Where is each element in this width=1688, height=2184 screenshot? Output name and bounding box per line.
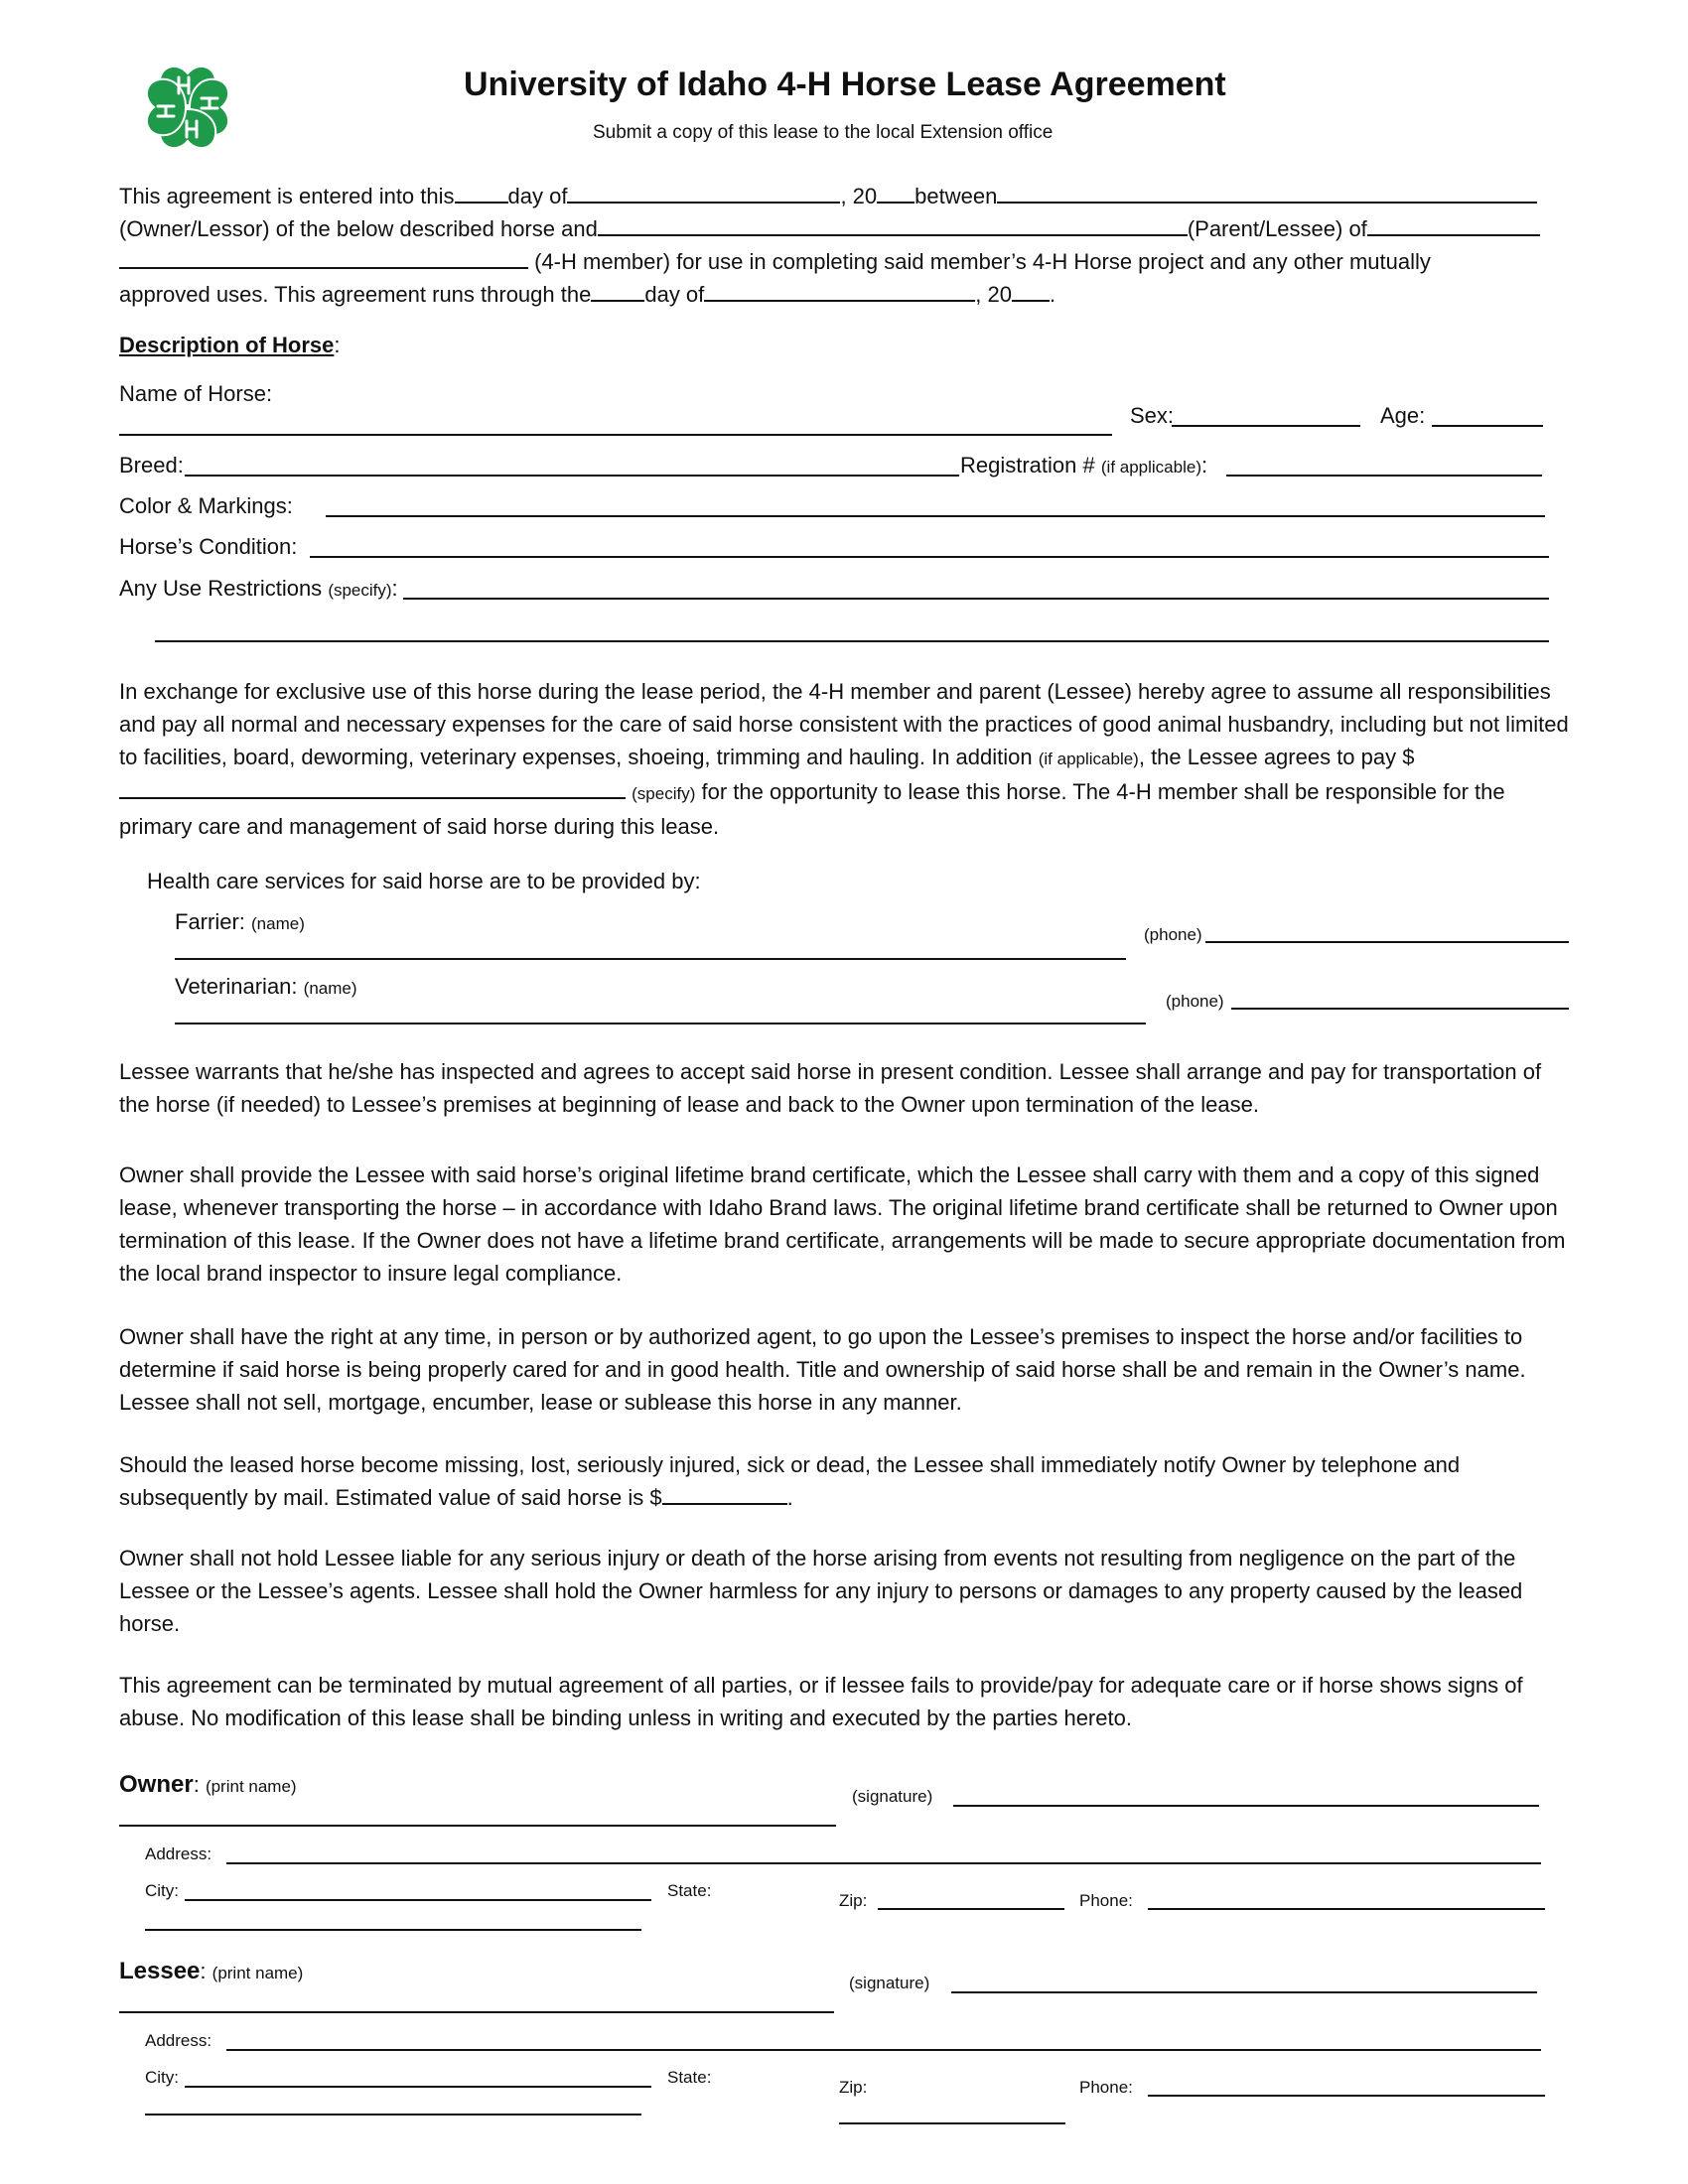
owner-signature-field[interactable] — [953, 1805, 1539, 1807]
owner-print-name-field[interactable] — [119, 1825, 836, 1827]
restrictions-field-line-2[interactable] — [155, 640, 1549, 642]
end-year-field[interactable] — [1012, 280, 1050, 302]
intro-line-2 — [119, 214, 1540, 240]
owner-rights-paragraph: Owner shall have the right at any time, in person or by authorized agent, to go upon the Lessee’s premises to inspect the horse and/or facilities to determine if said horse is being properly cared for and in good health. Title and ownership of said horse shall be and remain in the Owner’s name. Lessee shall not sell, mortgage, encumber, lease or sublease this horse in any manner. — [119, 1324, 1526, 1415]
estimated-value-field[interactable] — [662, 1483, 787, 1505]
owner-signature-label: (signature) — [852, 1787, 933, 1806]
registration-label — [960, 455, 1207, 477]
lessee-print-name-field[interactable] — [119, 2011, 834, 2013]
farrier-name-field[interactable] — [175, 958, 1126, 960]
colon: : — [200, 1959, 207, 1983]
lessee-address-field[interactable] — [226, 2049, 1541, 2051]
breed-label: Breed: — [119, 453, 184, 478]
lessee-state-label: State: — [667, 2068, 712, 2087]
horse-name-label: Name of Horse: — [119, 381, 273, 406]
veterinarian-name-field[interactable] — [175, 1023, 1146, 1024]
year-field[interactable] — [877, 182, 914, 204]
health-intro: Health care services for said horse are to be provided by: — [147, 869, 701, 893]
member-name-field-cont[interactable] — [119, 247, 528, 269]
exchange-text: , the Lessee agrees to pay $ — [1138, 745, 1415, 769]
lessee-phone-field[interactable] — [1148, 2095, 1545, 2097]
restrictions-field[interactable] — [403, 598, 1549, 600]
condition-label: Horse’s Condition: — [119, 534, 298, 559]
age-label: Age: — [1380, 403, 1426, 428]
lessee-city-field-line-2[interactable] — [145, 2114, 641, 2116]
exchange-text: for the opportunity to lease this horse. The 4-H member shall be responsible for the primary care and management of said horse during this lease. — [119, 779, 1505, 839]
restrictions-label — [119, 578, 398, 600]
lessee-zip-field[interactable] — [839, 2122, 1065, 2124]
color-markings-field[interactable] — [326, 515, 1545, 517]
colon: : — [391, 576, 398, 601]
condition-field[interactable] — [310, 556, 1549, 558]
month-field[interactable] — [567, 182, 840, 204]
owner-name-field[interactable] — [997, 182, 1537, 204]
brand-certificate-paragraph: Owner shall provide the Lessee with said horse’s original lifetime brand certificate, which the Lessee shall carry with them and a copy of this signed lease, whenever transporting the horse – in accordance with Idaho Brand laws. The original lifetime brand certificate shall be returned to Owner upon termination of this lease. If the Owner does not have a lifetime brand certificate, arrangements will be made to secure appropriate documentation from the local brand inspector to insure legal compliance. — [119, 1162, 1566, 1286]
lessee-phone-label: Phone: — [1079, 2078, 1133, 2097]
intro-text: . — [1049, 282, 1056, 307]
intro-line-3 — [119, 247, 1431, 273]
intro-text: , 20 — [840, 184, 878, 208]
owner-zip-field[interactable] — [878, 1908, 1064, 1910]
owner-label — [119, 1773, 297, 1797]
exchange-note: (specify) — [632, 784, 696, 803]
lessee-city-field[interactable] — [185, 2086, 651, 2088]
page-subtitle: Submit a copy of this lease to the local Extension office — [593, 122, 1054, 143]
farrier-text: Farrier: — [175, 909, 245, 934]
owner-phone-label: Phone: — [1079, 1891, 1133, 1910]
lessee-signature-label: (signature) — [849, 1974, 930, 1992]
age-field[interactable] — [1432, 425, 1543, 427]
farrier-phone-label: (phone) — [1144, 925, 1202, 944]
intro-line-1 — [119, 182, 1537, 207]
owner-address-field[interactable] — [226, 1862, 1541, 1864]
colon: : — [193, 1772, 200, 1797]
member-name-field[interactable] — [1367, 214, 1540, 236]
print-name-note: (print name) — [205, 1777, 297, 1796]
owner-address-label: Address: — [145, 1844, 212, 1863]
veterinarian-phone-label: (phone) — [1166, 992, 1224, 1011]
period: . — [786, 1485, 793, 1510]
color-markings-label: Color & Markings: — [119, 493, 293, 518]
registration-field[interactable] — [1226, 475, 1542, 477]
lessee-signature-field[interactable] — [951, 1991, 1537, 1993]
colon: : — [1200, 453, 1208, 478]
intro-text: between — [914, 184, 998, 208]
4-h-clover-logo — [132, 52, 243, 163]
description-heading-text: Description of Horse — [119, 333, 335, 357]
sex-field[interactable] — [1172, 425, 1360, 427]
inspection-paragraph: Lessee warrants that he/she has inspected and agrees to accept said horse in present condition. Lessee shall arrange and pay for transportation of the horse (if needed) to Lessee’s premises at beginning of lease and back to the Owner upon termination of the lease. — [119, 1059, 1542, 1117]
farrier-label — [175, 911, 305, 933]
lessee-label-text: Lessee — [119, 1958, 201, 1984]
colon: : — [334, 333, 341, 357]
description-heading — [119, 335, 341, 356]
parent-name-field[interactable] — [598, 214, 1188, 236]
exchange-text: In exchange for exclusive use of this horse during the lease period, the 4-H member and parent (Lessee) hereby agree to assume all responsibilities and pay all normal and necessary expenses for the care of said horse consistent with the practices of good animal husbandry, including but not limited to facilities, board, deworming, veterinary expenses, shoeing, trimming and hauling. In addition — [119, 679, 1569, 769]
intro-text: , 20 — [975, 282, 1012, 307]
exchange-note: (if applicable) — [1038, 750, 1139, 768]
registration-note: (if applicable) — [1100, 458, 1201, 477]
owner-city-field-line-2[interactable] — [145, 1929, 641, 1931]
print-name-note: (print name) — [211, 1964, 304, 1982]
veterinarian-label — [175, 976, 357, 998]
owner-city-label: City: — [145, 1881, 179, 1900]
registration-text: Registration # — [960, 453, 1095, 478]
farrier-phone-field[interactable] — [1205, 941, 1569, 943]
veterinarian-phone-field[interactable] — [1231, 1008, 1569, 1010]
owner-zip-label: Zip: — [839, 1891, 868, 1910]
termination-paragraph: This agreement can be terminated by mutual agreement of all parties, or if lessee fails to provide/pay for adequate care or if horse shows signs of abuse. No modification of this lease shall be binding unless in writing and executed by the parties hereto. — [119, 1673, 1523, 1730]
day-field[interactable] — [455, 182, 508, 204]
sex-label: Sex: — [1130, 403, 1175, 428]
exchange-paragraph — [119, 675, 1569, 843]
horse-name-field[interactable] — [119, 434, 1112, 436]
lease-fee-field[interactable] — [119, 777, 626, 799]
lessee-label — [119, 1960, 303, 1983]
name-note: (name) — [303, 979, 357, 998]
restrictions-text: Any Use Restrictions — [119, 576, 323, 601]
page-title: University of Idaho 4-H Horse Lease Agreement — [464, 66, 1226, 103]
veterinarian-text: Veterinarian: — [175, 974, 298, 999]
intro-text: day of — [644, 282, 705, 307]
intro-text: This agreement is entered into this — [119, 184, 455, 208]
end-month-field[interactable] — [704, 280, 975, 302]
intro-text: day of — [507, 184, 568, 208]
lessee-zip-label: Zip: — [839, 2078, 868, 2097]
owner-label-text: Owner — [119, 1771, 194, 1798]
name-note: (name) — [251, 914, 305, 933]
intro-text: (4-H member) for use in completing said member’s 4-H Horse project and any other mutually — [534, 249, 1431, 274]
notification-text: Should the leased horse become missing, lost, seriously injured, sick or dead, the Lessee shall immediately notify Owner by telephone and subsequently by mail. Estimated value of said horse is $ — [119, 1452, 1461, 1510]
intro-text: approved uses. This agreement runs through the — [119, 282, 592, 307]
end-day-field[interactable] — [591, 280, 644, 302]
owner-phone-field[interactable] — [1148, 1908, 1545, 1910]
restrictions-note: (specify) — [328, 581, 392, 600]
intro-text: (Parent/Lessee) of — [1187, 216, 1367, 241]
owner-state-label: State: — [667, 1881, 712, 1900]
owner-city-field[interactable] — [185, 1899, 651, 1901]
lessee-address-label: Address: — [145, 2031, 212, 2050]
breed-field[interactable] — [185, 475, 959, 477]
notification-paragraph — [119, 1448, 1569, 1514]
liability-paragraph: Owner shall not hold Lessee liable for any serious injury or death of the horse arising from events not resulting from negligence on the part of the Lessee or the Lessee’s agents. Lessee shall hold the Owner harmless for any injury to persons or damages to any property caused by the leased horse. — [119, 1546, 1523, 1636]
intro-line-4 — [119, 280, 1055, 306]
lessee-city-label: City: — [145, 2068, 179, 2087]
intro-text: (Owner/Lessor) of the below described horse and — [119, 216, 598, 241]
